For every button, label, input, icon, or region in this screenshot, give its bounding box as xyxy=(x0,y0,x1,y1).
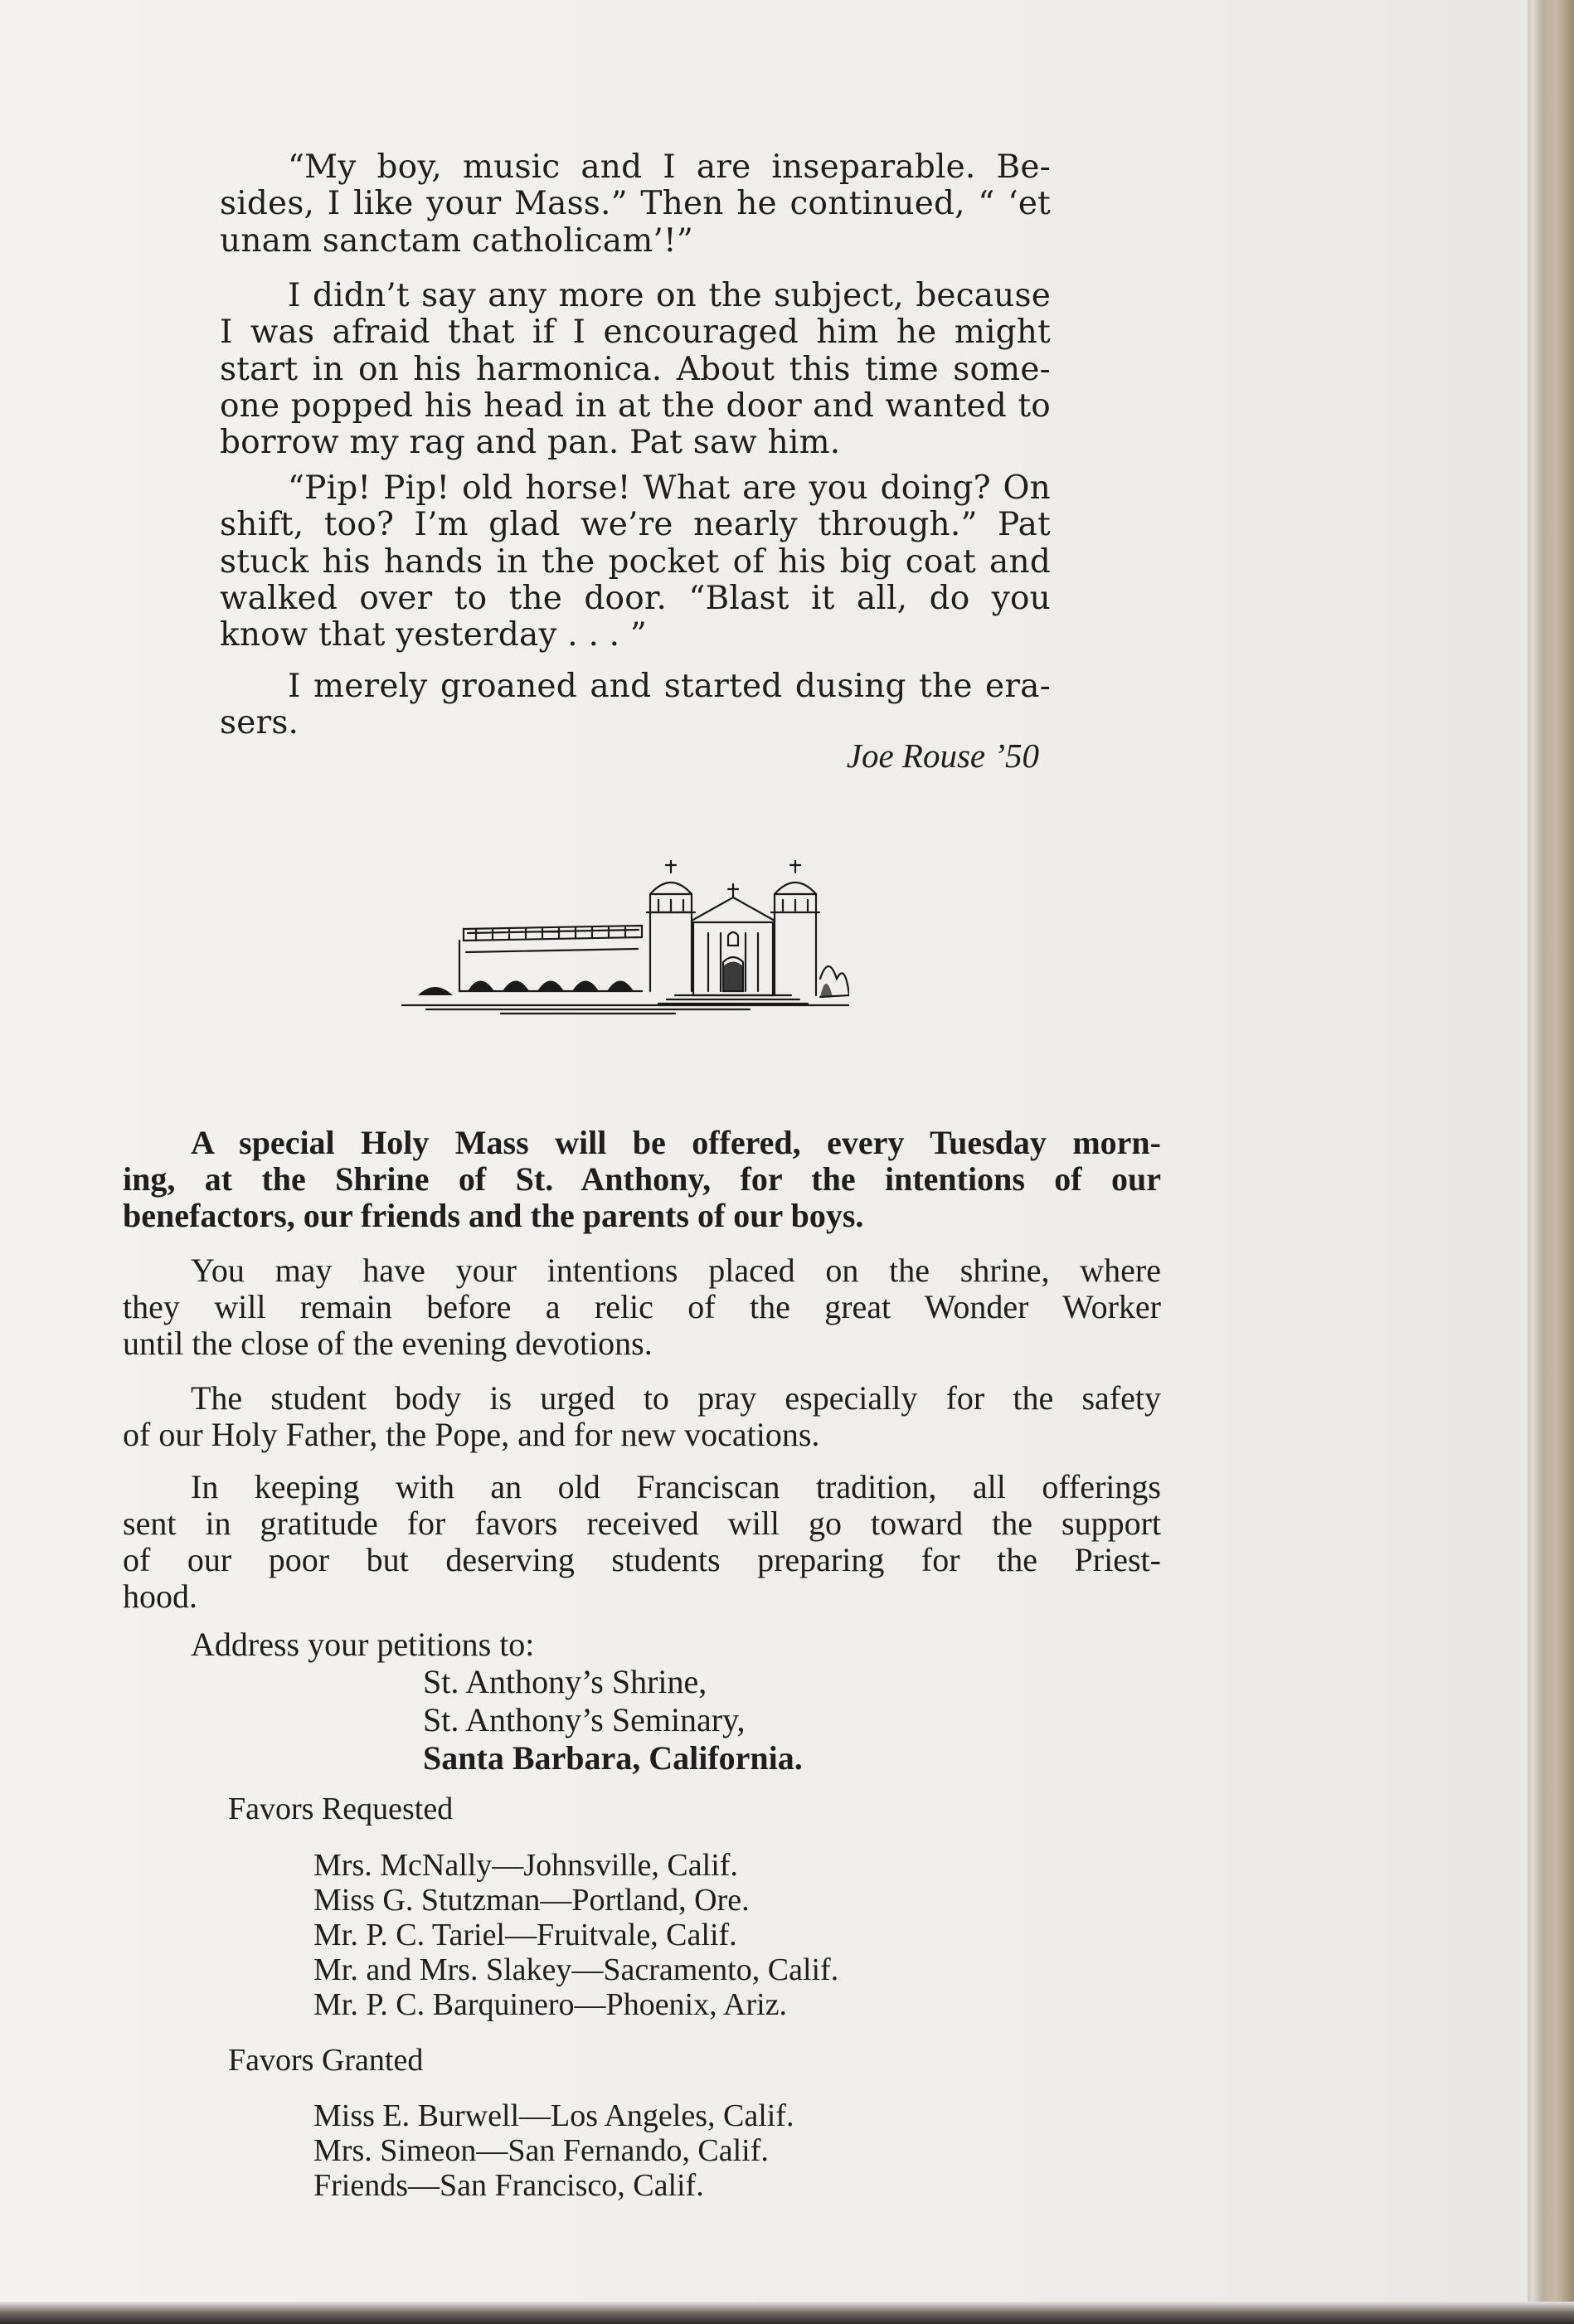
text-line: I didn’t say any more on the subject, because xyxy=(288,277,1051,314)
story-paragraph-3 xyxy=(220,470,1051,654)
text-line: In keeping with an old Franciscan tradition, all offerings xyxy=(191,1468,1161,1505)
list-item: Friends—San Francisco, Calif. xyxy=(313,2168,704,2203)
text-line: shift, too? I’m glad we’re nearly through.” Pat xyxy=(220,506,1051,544)
text-line: of our poor but deserving students preparing for the Priest- xyxy=(123,1541,1161,1578)
story-paragraph-1 xyxy=(220,149,1051,260)
favors-granted-heading: Favors Granted xyxy=(228,2043,424,2078)
text-line: one popped his head in at the door and wanted to xyxy=(220,387,1051,425)
mission-church-illustration-icon xyxy=(401,854,849,1020)
text-line: benefactors, our friends and the parents of our boys. xyxy=(123,1197,864,1234)
list-item: Mr. P. C. Tariel—Fruitvale, Calif. xyxy=(313,1918,737,1952)
notice-paragraph-2 xyxy=(123,1252,1161,1362)
list-item: Mrs. McNally—Johnsville, Calif. xyxy=(313,1848,738,1883)
text-line: sers. xyxy=(220,704,299,742)
text-line: sides, I like your Mass.” Then he continued, “ ‘et xyxy=(220,185,1051,223)
text-line: know that yesterday . . . ” xyxy=(220,616,648,654)
text-line: of our Holy Father, the Pope, and for new vocations. xyxy=(123,1416,820,1453)
text-line: I was afraid that if I encouraged him he might xyxy=(220,314,1051,352)
list-item: Mrs. Simeon—San Fernando, Calif. xyxy=(313,2133,769,2168)
text-line: The student body is urged to pray especially for the safety xyxy=(191,1379,1161,1417)
favors-requested-heading: Favors Requested xyxy=(228,1792,454,1826)
address-line: St. Anthony’s Seminary, xyxy=(423,1701,746,1738)
notice-paragraph-3 xyxy=(123,1380,1161,1453)
story-paragraph-2 xyxy=(220,278,1051,461)
text-line: “My boy, music and I are inseparable. Be- xyxy=(288,148,1051,186)
text-line: stuck his hands in the pocket of his big coat and xyxy=(220,542,1051,581)
page-binding-edge xyxy=(1528,0,1574,2324)
notice-paragraph-4 xyxy=(123,1469,1161,1615)
text-line: I merely groaned and started dusing the era- xyxy=(288,668,1051,705)
text-line: until the close of the evening devotions. xyxy=(123,1325,653,1362)
address-heading: Address your petitions to: xyxy=(191,1626,535,1663)
text-line: hood. xyxy=(123,1578,197,1615)
story-paragraph-4 xyxy=(220,669,1051,742)
text-line: “Pip! Pip! old horse! What are you doing? On xyxy=(288,469,1051,507)
text-line: walked over to the door. “Blast it all, do you xyxy=(220,579,1051,617)
text-line: unam sanctam catholicam’!” xyxy=(220,221,693,260)
list-item: Mr. P. C. Barquinero—Phoenix, Ariz. xyxy=(313,1987,788,2022)
text-line: start in on his harmonica. About this time some- xyxy=(220,350,1051,388)
address-line: St. Anthony’s Shrine, xyxy=(423,1663,707,1700)
text-line: borrow my rag and pan. Pat saw him. xyxy=(220,424,841,462)
text-line: ing, at the Shrine of St. Anthony, for the intentions of our xyxy=(123,1160,1161,1198)
text-line: they will remain before a relic of the great Wonder Worker xyxy=(123,1288,1161,1325)
list-item: Miss G. Stutzman—Portland, Ore. xyxy=(313,1883,750,1918)
list-item: Miss E. Burwell—Los Angeles, Calif. xyxy=(313,2098,794,2133)
text-line: You may have your intentions placed on the shrine, where xyxy=(191,1252,1161,1289)
story-signature: Joe Rouse ’50 xyxy=(846,737,1039,775)
address-line: Santa Barbara, California. xyxy=(423,1739,803,1777)
text-line: A special Holy Mass will be offered, every Tuesday morn- xyxy=(191,1124,1161,1161)
text-line: sent in gratitude for favors received will go toward the support xyxy=(123,1505,1161,1542)
page-bottom-shadow xyxy=(0,2302,1574,2324)
notice-paragraph-1 xyxy=(123,1125,1161,1234)
list-item: Mr. and Mrs. Slakey—Sacramento, Calif. xyxy=(313,1952,839,1987)
